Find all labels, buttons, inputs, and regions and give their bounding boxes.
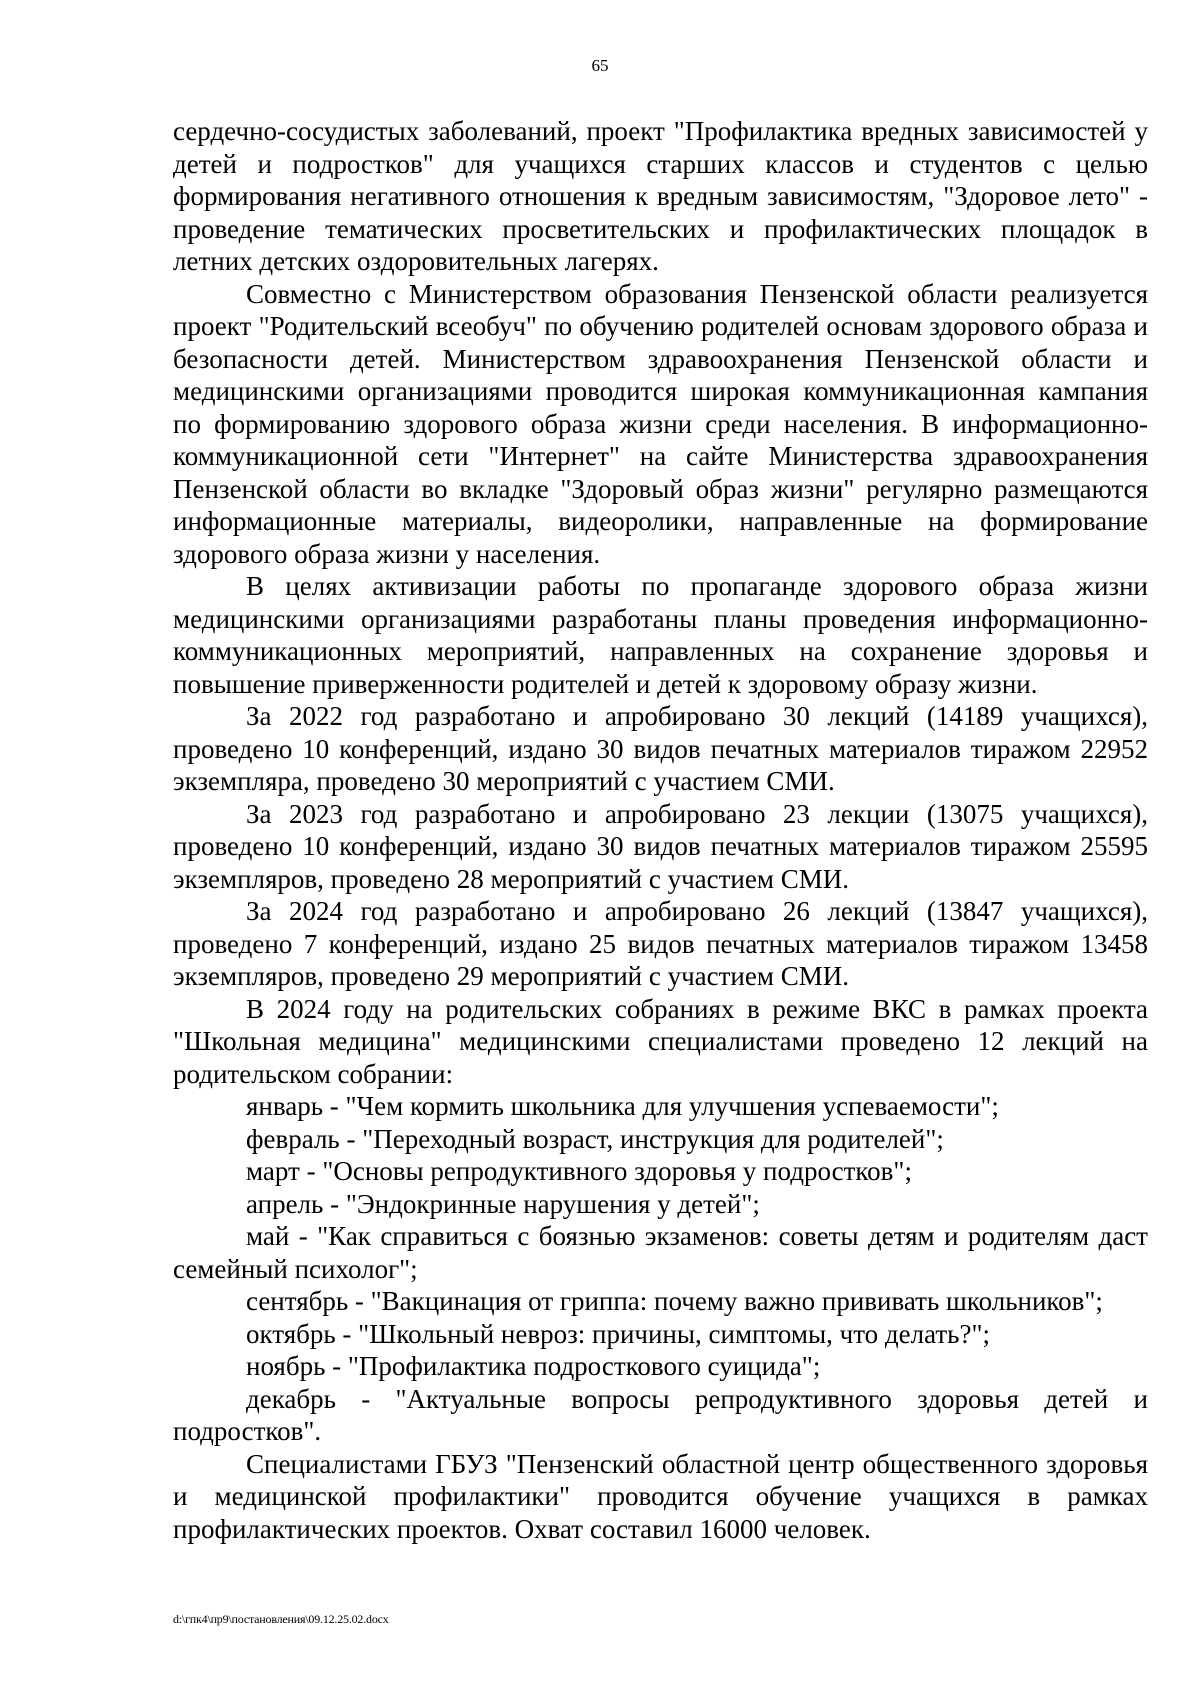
lecture-list-item: январь - "Чем кормить школьника для улучшения успеваемости"; — [246, 1091, 999, 1121]
paragraph: За 2022 год разработано и апробировано 30 лекций (14189 учащихся), проведено 10 конференций, издано 30 видов печатных материалов тиражом 22952 экземпляра, проведено 30 мероприятий с участием СМИ. — [173, 701, 1148, 796]
lecture-list-item: февраль - "Переходный возраст, инструкция для родителей"; — [246, 1123, 944, 1154]
paragraph: Совместно с Министерством образования Пензенской области реализуется проект "Родительский всеобуч" по обучению родителей основам здорового образа и безопасности детей. Министерством здравоохранения Пензенской области и медицинскими организациями проводится широкая коммуникационная кампания по формированию здорового образа жизни среди населения. В информационно-коммуникационной сети "Интернет" на сайте Министерства здравоохранения Пензенской области во вкладке "Здоровый образ жизни" регулярно размещаются информационные материалы, видеоролики, направленные на формирование здорового образа жизни у населения. — [173, 278, 1148, 569]
paragraph: Специалистами ГБУЗ "Пензенский областной центр общественного здоровья и медицинской профилактики" проводится обучение учащихся в рамках профилактических проектов. Охват составил 16000 человек. — [173, 1448, 1148, 1544]
lecture-list-item: май - "Как справиться с боязнью экзаменов: советы детям и родителям даст семейный психолог"; — [173, 1221, 1148, 1284]
lecture-list-item: март - "Основы репродуктивного здоровья у подростков"; — [246, 1156, 912, 1186]
paragraph: В целях активизации работы по пропаганде здорового образа жизни медицинскими организациями разработаны планы проведения информационно-коммуникационных мероприятий, направленных на сохранение здоровья и повышение приверженности родителей и детей к здоровому образу жизни. — [173, 571, 1148, 699]
lecture-list-item: декабрь - "Актуальные вопросы репродуктивного здоровья детей и подростков". — [173, 1383, 1148, 1446]
file-path-footer: d:\гпк4\пр9\постановления\09.12.25.02.docx — [173, 1612, 389, 1626]
lecture-list-item: апрель - "Эндокринные нарушения у детей"; — [246, 1188, 760, 1219]
page-number: 65 — [591, 56, 609, 75]
document-body — [173, 115, 1148, 1545]
lecture-list-item: ноябрь - "Профилактика подросткового суицида"; — [246, 1351, 821, 1381]
lecture-list-item: сентябрь - "Вакцинация от гриппа: почему важно прививать школьников"; — [246, 1286, 1103, 1316]
paragraph: сердечно-сосудистых заболеваний, проект "Профилактика вредных зависимостей у детей и подростков" для учащихся старших классов и студентов с целью формирования негативного отношения к вредным зависимостям, "Здоровое лето" - проведение тематических просветительских и профилактических площадок в летних детских оздоровительных лагерях. — [173, 116, 1148, 276]
paragraph: В 2024 году на родительских собраниях в режиме ВКС в рамках проекта "Школьная медицина" медицинскими специалистами проведено 12 лекций на родительском собрании: — [173, 993, 1148, 1089]
lecture-list-item: октябрь - "Школьный невроз: причины, симптомы, что делать?"; — [246, 1318, 991, 1349]
paragraph: За 2024 год разработано и апробировано 26 лекций (13847 учащихся), проведено 7 конференций, издано 25 видов печатных материалов тиражом 13458 экземпляров, проведено 29 мероприятий с участием СМИ. — [173, 896, 1148, 991]
paragraph: За 2023 год разработано и апробировано 23 лекции (13075 учащихся), проведено 10 конференций, издано 30 видов печатных материалов тиражом 25595 экземпляров, проведено 28 мероприятий с участием СМИ. — [173, 798, 1148, 894]
